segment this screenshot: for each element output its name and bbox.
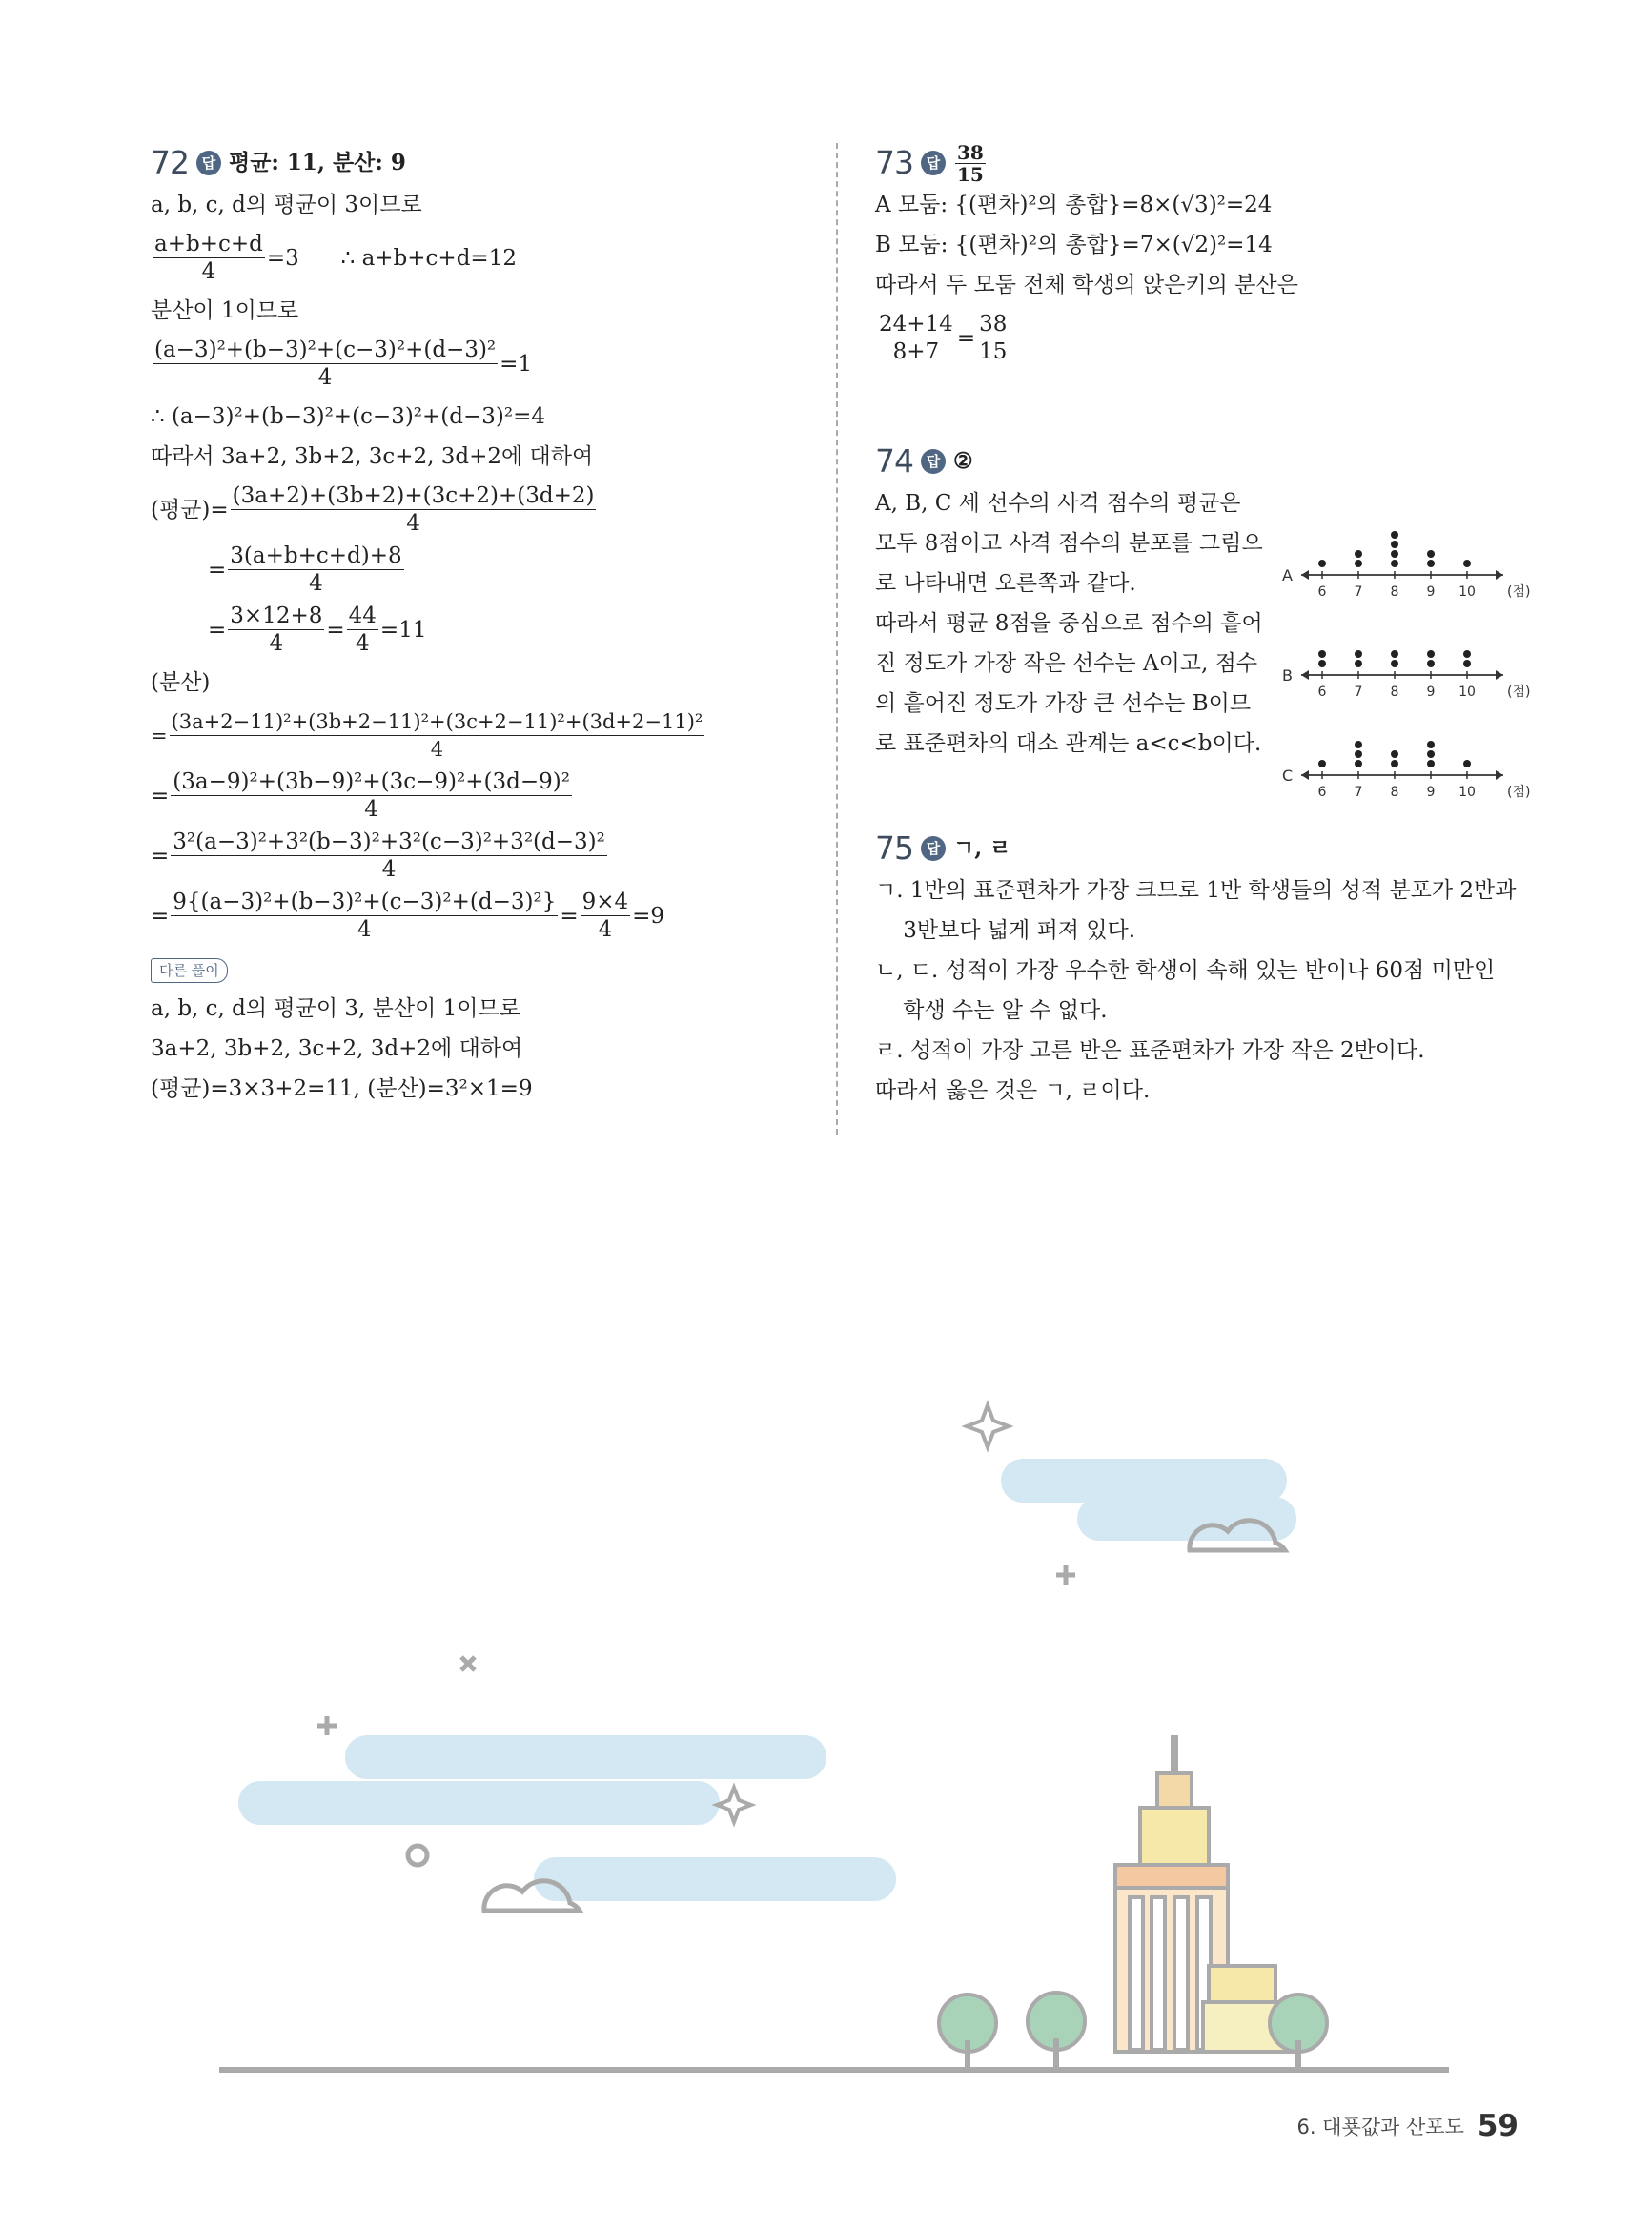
text-line: ㄱ. 1반의 표준편차가 가장 크므로 1반 학생들의 성적 분포가 2반과	[875, 878, 1517, 903]
city-illustration	[0, 1373, 1652, 2097]
tick-label: 10	[1458, 785, 1476, 800]
text-line: 3a+2, 3b+2, 3c+2, 3d+2에 대하여	[151, 1036, 523, 1061]
chapter-title: 6. 대푯값과 산포도	[1296, 2116, 1464, 2138]
data-dot	[1391, 650, 1398, 658]
data-dot	[1318, 760, 1326, 767]
answer-text: 평균: 11, 분산: 9	[229, 150, 406, 175]
data-dot	[1355, 750, 1362, 758]
page-footer	[1296, 2109, 1519, 2143]
problem-number: 73	[875, 144, 913, 181]
column-divider	[836, 143, 838, 1135]
text-line: a, b, c, d의 평균이 3이므로	[151, 193, 422, 217]
data-dot	[1427, 560, 1435, 567]
text-line: B 모둠: {(편차)²의 총합}=7×(√2)²=14	[875, 233, 1273, 257]
problem-number: 72	[151, 144, 189, 181]
sparkle-icon	[967, 1405, 1009, 1447]
answer-badge: 답	[921, 449, 946, 474]
dot-plots	[1282, 529, 1549, 829]
arrow-right-icon	[1496, 770, 1503, 780]
data-dot	[1427, 750, 1435, 758]
text-line: ∴ (a−3)²+(b−3)²+(c−3)²+(d−3)²=4	[151, 404, 545, 429]
data-dot	[1427, 760, 1435, 767]
data-dot	[1355, 650, 1362, 658]
equation: (평균)= $\frac{(3a+2)+(3b+2)+(3c+2)+(3d+2)}{4}$	[151, 483, 595, 536]
text-line: A 모둠: {(편차)²의 총합}=8×(√3)²=24	[875, 193, 1273, 217]
tick-label: 9	[1426, 584, 1436, 600]
tick-label: 8	[1390, 584, 1399, 600]
circle-mark	[408, 1846, 427, 1865]
data-dot	[1427, 741, 1435, 748]
text-line: 학생 수는 알 수 없다.	[875, 998, 1108, 1023]
text-line: 따라서 옳은 것은 ㄱ, ㄹ이다.	[875, 1078, 1151, 1103]
text-line: 로 나타내면 오른쪽과 같다.	[875, 571, 1136, 596]
arrow-right-icon	[1496, 670, 1503, 680]
equation: $\frac{24+14}{8+7}$ = $\frac{38}{15}$	[879, 312, 1008, 364]
plot-label: C	[1282, 767, 1294, 785]
equation: = $\frac{\text{(3a+2−11)²+(3b+2−11)²+(3c+2−11)²+(3d+2−11)²}}{4}$	[151, 710, 704, 761]
alt-solution-badge: 다른 풀이	[151, 958, 228, 983]
tick-label: 9	[1426, 785, 1436, 800]
plot-label: A	[1282, 566, 1293, 584]
arrow-left-icon	[1301, 770, 1309, 780]
problem-75	[875, 827, 1542, 1111]
arrow-right-icon	[1496, 570, 1503, 580]
tick-label: 8	[1390, 685, 1399, 700]
data-dot	[1463, 760, 1471, 767]
cross-icon	[461, 1657, 475, 1670]
text-line: ㄴ, ㄷ. 성적이 가장 우수한 학생이 속해 있는 반이나 60점 미만인	[875, 958, 1496, 983]
q75-text	[875, 870, 1542, 1111]
dot-plot-A	[1282, 529, 1549, 629]
text-line: 3반보다 넓게 퍼져 있다.	[875, 918, 1136, 943]
data-dot	[1355, 550, 1362, 558]
tick-label: 6	[1317, 584, 1327, 600]
arrow-left-icon	[1301, 670, 1309, 680]
unit-label: (점)	[1507, 685, 1531, 700]
text-line: 로 표준편차의 대소 관계는 a<c<b이다.	[875, 731, 1262, 756]
text-line: 의 흩어진 정도가 가장 큰 선수는 B이므	[875, 691, 1252, 716]
text-line: A, B, C 세 선수의 사격 점수의 평균은	[875, 491, 1241, 516]
tick-label: 7	[1354, 584, 1363, 600]
answer-fraction: $\frac{38}{15}$	[957, 140, 984, 186]
page-number: 59	[1477, 2109, 1519, 2143]
cloud-shape	[1001, 1459, 1287, 1503]
data-dot	[1318, 660, 1326, 667]
ground-line	[219, 2067, 1449, 2073]
tick-label: 7	[1354, 785, 1363, 800]
data-dot	[1427, 660, 1435, 667]
data-dot	[1355, 741, 1362, 748]
text-line: 진 정도가 가장 작은 선수는 A이고, 점수	[875, 651, 1258, 676]
tick-label: 10	[1458, 584, 1476, 600]
data-dot	[1355, 560, 1362, 567]
answer-text: ㄱ, ㄹ	[953, 835, 1011, 861]
arrow-left-icon	[1301, 570, 1309, 580]
equation: $\frac{\text{(a−3)²+(b−3)²+(c−3)²+(d−3)²}}{4}$ =1	[154, 338, 533, 390]
tick-label: 6	[1317, 785, 1327, 800]
answer-badge: 답	[921, 836, 946, 861]
dot-plot-B	[1282, 629, 1549, 729]
cloud-shape	[1077, 1497, 1296, 1541]
tick-label: 7	[1354, 685, 1363, 700]
equation: = $\frac{\text{(3a−9)²+(3b−9)²+(3c−9)²+(3d−9)²}}{4}$	[151, 769, 570, 822]
data-dot	[1391, 531, 1398, 539]
data-dot	[1391, 550, 1398, 558]
text-line: a, b, c, d의 평균이 3, 분산이 1이므로	[151, 996, 520, 1021]
cloud-shape	[345, 1735, 826, 1779]
problem-number: 74	[875, 442, 913, 480]
data-dot	[1463, 650, 1471, 658]
tick-label: 10	[1458, 685, 1476, 700]
data-dot	[1463, 560, 1471, 567]
problem-73	[875, 141, 1542, 365]
equation: = $\frac{3\times 12+8}{4}$ = $\frac{44}{4}$ =11	[208, 604, 427, 656]
cloud-shape	[534, 1857, 896, 1901]
text-line: ㄹ. 성적이 가장 고른 반은 표준편차가 가장 작은 2반이다.	[875, 1038, 1425, 1063]
data-dot	[1391, 560, 1398, 567]
data-dot	[1427, 550, 1435, 558]
plot-label: B	[1282, 666, 1293, 685]
text-line: 분산이 1이므로	[151, 298, 299, 323]
equation: $\frac{a+b+c+d}{4}$ =3 ∴ a+b+c+d=12	[154, 232, 517, 284]
data-dot	[1391, 541, 1398, 548]
data-dot	[1391, 660, 1398, 667]
text-line: 모두 8점이고 사격 점수의 분포를 그림으	[875, 531, 1263, 556]
data-dot	[1427, 650, 1435, 658]
text-line: (평균)=3×3+2=11, (분산)=3²×1=9	[151, 1076, 533, 1101]
text-line: 따라서 3a+2, 3b+2, 3c+2, 3d+2에 대하여	[151, 444, 594, 469]
plus-icon	[317, 1716, 337, 1735]
data-dot	[1355, 760, 1362, 767]
tick-label: 9	[1426, 685, 1436, 700]
unit-label: (점)	[1507, 785, 1531, 800]
data-dot	[1391, 750, 1398, 758]
equation: = $\frac{\text{9\{(a−3)²+(b−3)²+(c−3)²+(d−3)²\}}}{4}$ = $\frac{9\times 4}{4}$ =9	[151, 890, 665, 942]
data-dot	[1391, 760, 1398, 767]
tick-label: 6	[1317, 685, 1327, 700]
sparkle-icon	[717, 1788, 751, 1822]
unit-label: (점)	[1507, 584, 1531, 600]
answer-text: ②	[953, 448, 973, 474]
data-dot	[1318, 650, 1326, 658]
answer-badge: 답	[921, 151, 946, 175]
equation: = $\frac{\text{3²(a−3)²+3²(b−3)²+3²(c−3)²+3²(d−3)²}}{4}$	[151, 829, 605, 882]
answer-badge: 답	[196, 151, 221, 175]
cloud-shape	[238, 1781, 720, 1825]
text-line: 따라서 평균 8점을 중심으로 점수의 흩어	[875, 611, 1263, 636]
equation: = $\frac{3(a+b+c+d)+8}{4}$	[208, 543, 402, 596]
dot-plot-C	[1282, 729, 1549, 829]
text-line: 따라서 두 모둠 전체 학생의 앉은키의 분산은	[875, 273, 1298, 297]
data-dot	[1463, 660, 1471, 667]
problem-number: 75	[875, 829, 913, 867]
tick-label: 8	[1390, 785, 1399, 800]
data-dot	[1355, 660, 1362, 667]
plus-icon	[1056, 1565, 1075, 1585]
problem-72	[151, 141, 818, 1109]
text-line: (분산)	[151, 670, 211, 695]
data-dot	[1318, 560, 1326, 567]
